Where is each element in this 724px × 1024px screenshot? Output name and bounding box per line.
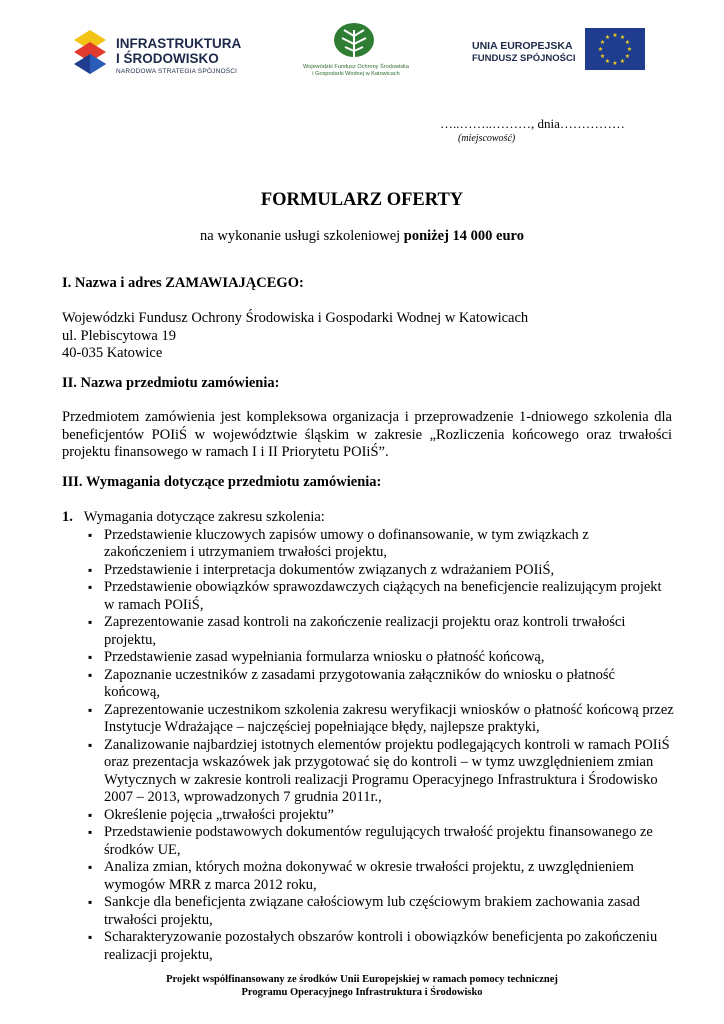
page-title: FORMULARZ OFERTY [260,190,464,210]
infrastruktura-line3: NARODOWA STRATEGIA SPÓJNOŚCI [116,68,238,75]
subtitle-bold: poniżej 14 000 euro [403,228,524,244]
address-line: ul. Plebiscytowa 19 [62,327,176,344]
section-2-text: Przedmiotem zamówienia jest kompleksowa organizacja i przeprowadzenie 1-dniowego szkolenia dla beneficjentów POIiŚ w województwie śląskim w zakresie „Rozliczenia końcowego oraz trwałości projektu finansowego w ramach I i II Priorytetu POIiŚ”. [62,409,672,460]
wfosigw-caption [300,64,412,78]
item-number: 1. [62,509,73,525]
wfosigw-logo [300,22,412,84]
svg-text:★: ★ [624,53,631,60]
svg-text:★: ★ [612,60,618,67]
eu-line2: FUNDUSZ SPÓJNOŚCI [472,53,576,64]
list-item: ▪ Scharakteryzowanie pozostałych obszarów kontroli i obowiązków beneficjenta po zakończeniu realizacji projektu, [62,929,674,964]
requirement-item-1 [62,509,674,527]
bullet-list [62,527,674,965]
footer-line1: Projekt współfinansowany ze środków Unii Europejskiej w ramach pomocy technicznej [166,974,558,985]
svg-text:★: ★ [599,39,606,46]
list-item: ▪ Przedstawienie zasad wypełniania formularza wniosku o płatność końcową, [62,649,674,667]
svg-text:★: ★ [612,32,618,39]
list-item: ▪ Przedstawienie podstawowych dokumentów regulujących trwałość projektu finansowanego ze środków UE, [62,824,674,859]
list-item: ▪ Zapoznanie uczestników z zasadami przygotowania załączników do wniosku o płatność końcową, [62,667,674,702]
infrastruktura-line1: INFRASTRUKTURA [116,36,242,51]
svg-text:★: ★ [624,39,631,46]
section-3-heading: III. Wymagania dotyczące przedmiotu zamówienia: [62,474,382,490]
list-item: ▪ Analiza zmian, których można dokonywać w okresie trwałości projektu, z uwzględnieniem wymogów MRR z marca 2012 roku, [62,859,674,894]
subtitle-prefix: na wykonanie usługi szkoleniowej [200,228,404,244]
list-item: ▪ Przedstawienie i interpretacja dokumentów związanych z wdrażaniem POIiŚ, [62,562,674,580]
infrastruktura-emblem-icon [70,28,110,78]
place-date-line: …..……..………, dnia…………… [440,116,625,131]
address-line: 40-035 Katowice [62,345,163,361]
address-line: Wojewódzki Fundusz Ochrony Środowiska i Gospodarki Wodnej w Katowicach [62,310,529,326]
list-item: ▪ Zaprezentowanie uczestnikom szkolenia zakresu weryfikacji wniosków o płatność końcową przez Instytucje Wdrażające – najczęściej popełniające błędy, najlepsze praktyki, [62,702,674,737]
svg-text:★: ★ [604,58,611,65]
eu-line1: UNIA EUROPEJSKA [472,40,573,52]
requirements-list [62,509,674,964]
page-subtitle [0,228,724,245]
svg-text:★: ★ [599,53,606,60]
infrastruktura-line2: I ŚRODOWISKO [116,51,219,66]
place-caption: (miejscowość) [458,133,516,144]
svg-text:★: ★ [619,58,626,65]
eu-logo [472,28,652,78]
list-item: ▪ Sankcje dla beneficjenta związane całościowym lub częściowym brakiem zachowania zasad trwałości projektu, [62,894,674,929]
tree-leaf-icon [332,22,376,62]
section-2 [62,375,672,393]
list-item: ▪ Zanalizowanie najbardziej istotnych elementów projektu podlegających kontroli w ramach POIiŚ oraz prezentacja wskazówek jak przygotować się do kontroli – w tymz uwzględnieniem zmian Wytycznych w zakresie kontroli realizacji Programu Operacyjnego Infrastruktura i Środowisko 2007 – 2013, wprowadzonych 7 grudnia 2011r., [62,737,674,807]
section-1-heading: I. Nazwa i adres ZAMAWIAJĄCEGO: [62,275,304,291]
eu-flag-icon [585,28,645,70]
section-2-heading: II. Nazwa przedmiotu zamówienia: [62,375,280,391]
item-label: Wymagania dotyczące zakresu szkolenia: [83,509,325,525]
svg-text:★: ★ [619,34,626,41]
list-item: ▪ Określenie pojęcia „trwałości projektu” [62,807,674,825]
wfosigw-caption-line1: Wojewódzki Fundusz Ochrony Środowiska [303,64,409,70]
section-1 [62,275,672,293]
section-1-address [62,310,672,363]
list-item: ▪ Przedstawienie kluczowych zapisów umowy o dofinansowanie, w tym związkach z zakończeniem i utrzymaniem trwałości projektu, [62,527,674,562]
list-item: ▪ Zaprezentowanie zasad kontroli na zakończenie realizacji projektu oraz kontroli trwałości projektu, [62,614,674,649]
page-footer [0,973,724,999]
list-item: ▪ Przedstawienie obowiązków sprawozdawczych ciążących na beneficjencie realizującym projekt w ramach POIiŚ, [62,579,674,614]
svg-text:★: ★ [626,46,633,53]
section-3 [62,474,672,492]
wfosigw-caption-line2: i Gospodarki Wodnej w Katowicach [312,71,400,77]
svg-text:★: ★ [604,34,611,41]
infrastruktura-logo [70,28,250,78]
footer-line2: Programu Operacyjnego Infrastruktura i Środowisko [241,987,483,998]
svg-text:★: ★ [597,46,604,53]
